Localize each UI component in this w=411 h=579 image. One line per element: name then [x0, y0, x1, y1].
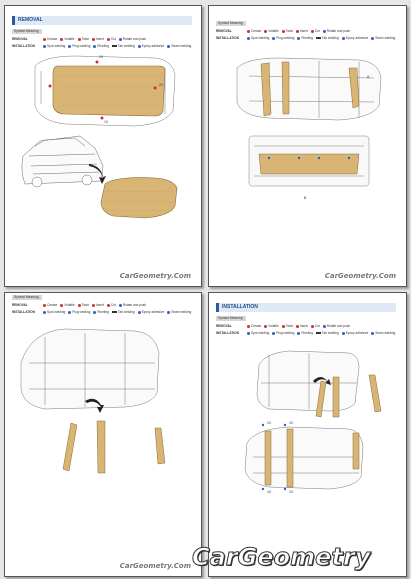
legend-item-label: Crease — [251, 324, 262, 328]
callout-1: 10 — [267, 421, 271, 425]
legend-key: REMOVAL — [216, 29, 232, 33]
legend-item-label: Tab welding — [117, 44, 135, 48]
watermark-small: CarGeometry.Com — [119, 272, 191, 280]
manual-page-1 — [4, 5, 202, 287]
legend-item-label: Twist — [81, 37, 89, 41]
car-side-view — [22, 136, 103, 187]
legend-item-label: Rotate and push — [122, 303, 147, 307]
legend-item-label: Crease — [251, 29, 262, 33]
installation-illustration — [209, 293, 406, 576]
symbol-meaning-label: Symbol Meaning — [12, 29, 42, 34]
legend-item-label: Seam welding — [375, 331, 396, 335]
manual-page-3 — [4, 292, 202, 577]
legend-item-label: Volatile — [268, 324, 279, 328]
legend-item-label: Twist — [81, 303, 89, 307]
symbol-meaning-label: Symbol Meaning — [216, 316, 246, 321]
legend-key: REMOVAL — [216, 324, 232, 328]
roof-removal-illustration — [5, 6, 201, 286]
legend-item-label: Epoxy adhesive — [141, 44, 165, 48]
legend-item-label: Spot welding — [47, 310, 66, 314]
car-outline-top — [237, 58, 381, 120]
legend-item-label: Insert — [299, 324, 308, 328]
legend-item-label: Volatile — [268, 29, 279, 33]
legend-item-label: Epoxy adhesive — [141, 310, 165, 314]
roof-bow-panel — [259, 154, 359, 174]
callout-2: 10 — [289, 421, 293, 425]
legend-item-label: Crease — [47, 37, 58, 41]
legend-item-label: Tab welding — [321, 331, 339, 335]
roof-rail-removal-illustration — [209, 6, 406, 286]
watermark-small: CarGeometry.Com — [119, 562, 191, 570]
section-title: INSTALLATION — [216, 303, 396, 312]
symbol-meaning-label: Symbol Meaning — [216, 21, 246, 26]
legend-item-label: Plug welding — [276, 331, 295, 335]
legend-item-label: Plug welding — [72, 44, 91, 48]
callout-a: A — [367, 75, 370, 79]
removed-roof-panel — [101, 178, 177, 218]
legend-key: INSTALLATION — [12, 44, 35, 48]
legend-item-label: Rotate and push — [326, 324, 351, 328]
legend-key: INSTALLATION — [216, 36, 239, 40]
legend-item-label: Spot welding — [47, 44, 66, 48]
legend-item-label: Twist — [285, 324, 293, 328]
legend-key: INSTALLATION — [216, 331, 239, 335]
legend-item-label: Insert — [95, 303, 104, 307]
watermark-small: CarGeometry.Com — [324, 272, 396, 280]
legend-item-label: Insert — [299, 29, 308, 33]
legend-item-label: Riveting — [97, 44, 109, 48]
callout-2: 20 — [159, 83, 163, 87]
legend-key: REMOVAL — [12, 37, 28, 41]
removed-rails — [63, 421, 165, 473]
rail-removal-illustration — [5, 293, 201, 576]
legend-item-label: Plug welding — [72, 310, 91, 314]
legend-item-label: Tab welding — [321, 36, 339, 40]
legend-item-label: Spot welding — [251, 36, 270, 40]
legend-item-label: Riveting — [97, 310, 109, 314]
legend-item-label: Plug welding — [276, 36, 295, 40]
car-outline-side — [257, 351, 359, 411]
legend-item-label: Rotate and push — [122, 37, 147, 41]
callout-4: 10 — [289, 490, 293, 494]
callout-b: B — [304, 196, 307, 200]
manual-page-4 — [208, 292, 407, 577]
callout-1: 10 — [99, 55, 103, 59]
callout-3: 10 — [267, 490, 271, 494]
legend-item-label: Rotate and push — [326, 29, 351, 33]
watermark-large: CarGeometry — [192, 543, 371, 571]
legend-key: INSTALLATION — [12, 310, 35, 314]
legend-item-label: Cut — [314, 29, 320, 33]
legend-item-label: Cut — [110, 303, 116, 307]
legend-item-label: Epoxy adhesive — [345, 36, 369, 40]
legend-item-label: Volatile — [64, 303, 75, 307]
legend-item-label: Epoxy adhesive — [345, 331, 369, 335]
car-outline-top — [21, 329, 159, 409]
car-outline-top — [245, 427, 363, 489]
legend-item-label: Crease — [47, 303, 58, 307]
roof-panel — [53, 66, 165, 116]
legend-item-label: Spot welding — [251, 331, 270, 335]
legend-item-label: Riveting — [301, 331, 313, 335]
legend-item-label: Cut — [314, 324, 320, 328]
legend-item-label: Tab welding — [117, 310, 135, 314]
legend-item-label: Riveting — [301, 36, 313, 40]
callout-3: 10 — [104, 120, 108, 124]
legend-item-label: Twist — [285, 29, 293, 33]
section-title: REMOVAL — [12, 16, 192, 25]
legend-item-label: Seam welding — [375, 36, 396, 40]
symbol-meaning-label: Symbol Meaning — [12, 295, 42, 300]
legend-item-label: Cut — [110, 37, 116, 41]
legend-item-label: Volatile — [64, 37, 75, 41]
legend-item-label: Insert — [95, 37, 104, 41]
manual-page-2 — [208, 5, 407, 287]
legend-item-label: Seam welding — [171, 310, 192, 314]
legend-key: REMOVAL — [12, 303, 28, 307]
legend-item-label: Seam welding — [171, 44, 192, 48]
